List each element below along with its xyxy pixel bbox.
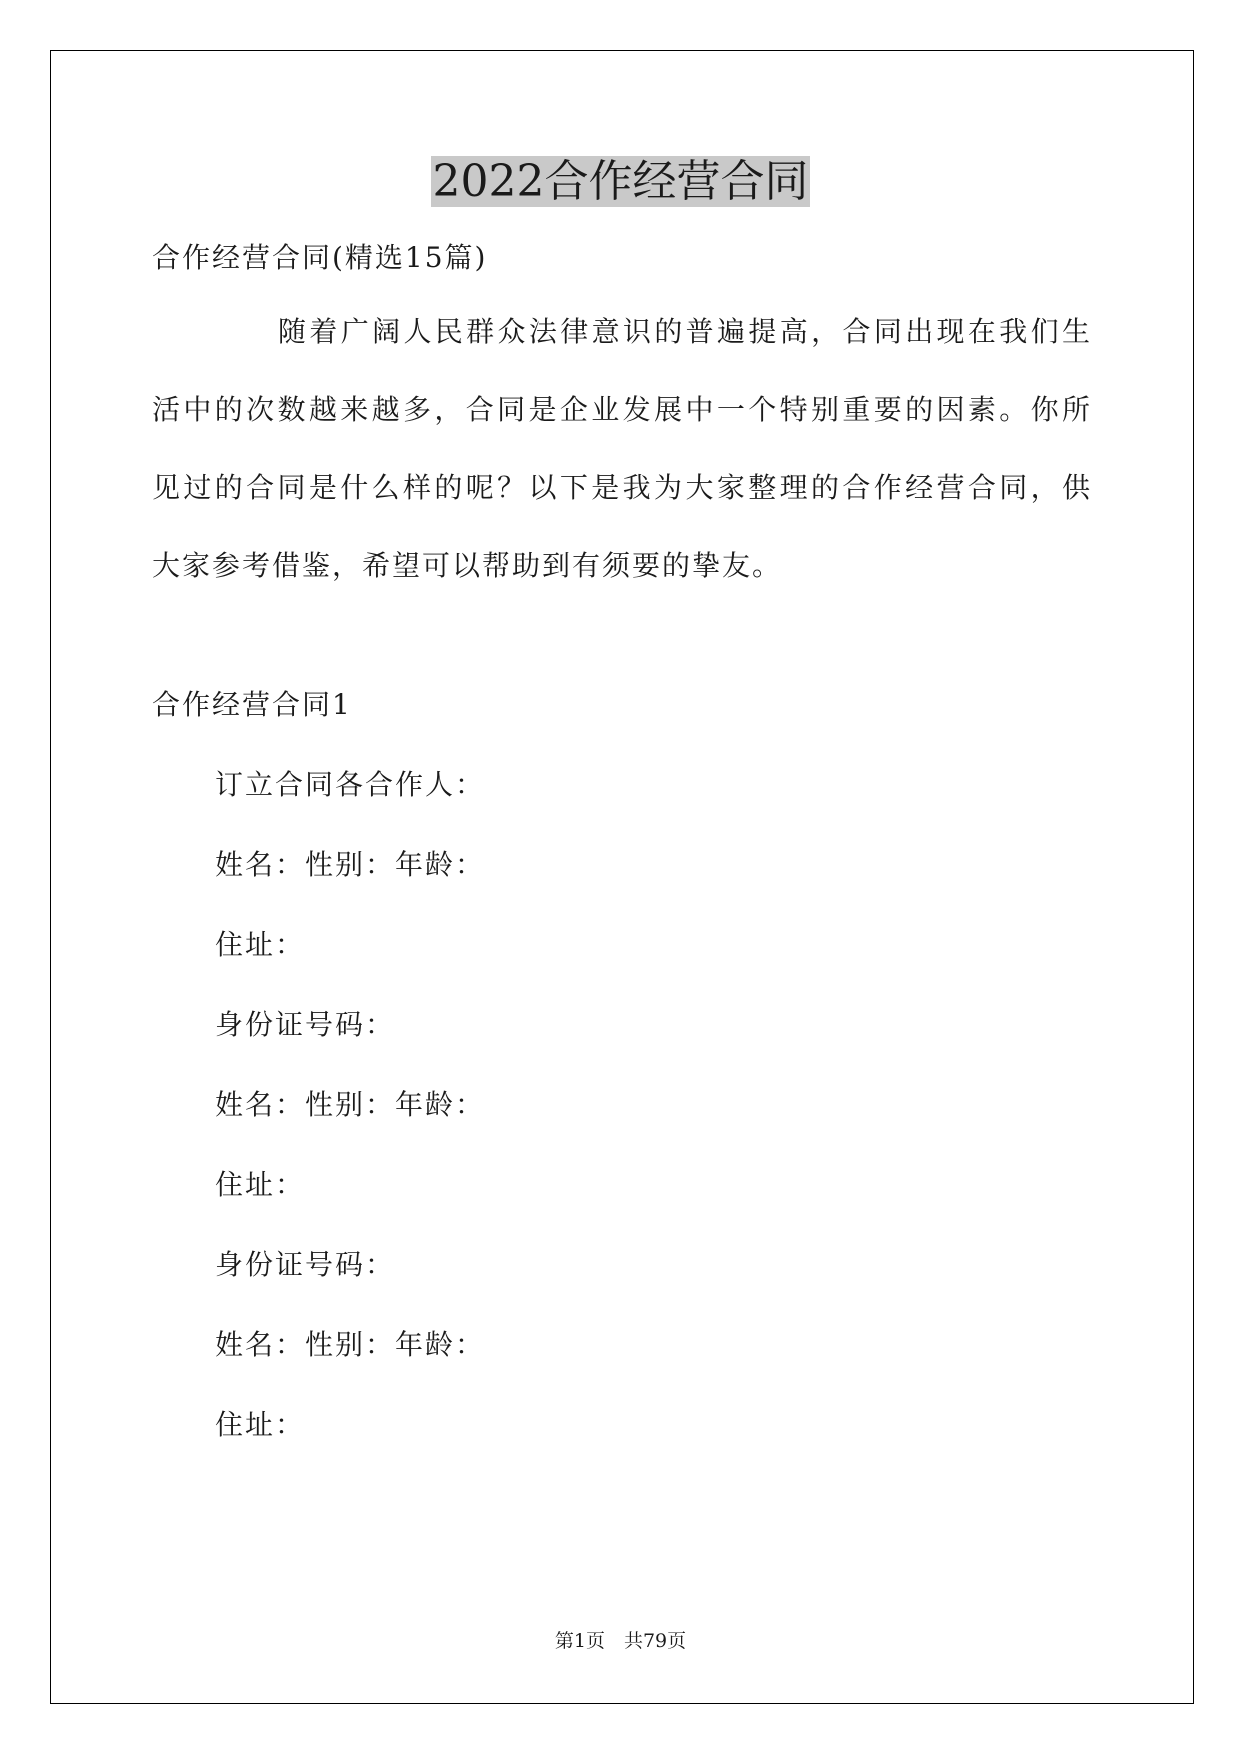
field-line-7: 身份证号码：	[215, 1248, 396, 1281]
field-line-8: 姓名：性别：年龄：	[215, 1328, 486, 1361]
field-line-3: 住址：	[215, 928, 306, 961]
field-line-2: 姓名：性别：年龄：	[215, 848, 486, 881]
intro-line-3: 见过的合同是什么样的呢？以下是我为大家整理的合作经营合同，供	[152, 471, 1090, 504]
intro-line-1: 随着广阔人民群众法律意识的普遍提高，合同出现在我们生	[278, 315, 1090, 348]
field-line-6: 住址：	[215, 1168, 306, 1201]
page-footer: 第1页 共79页	[554, 1630, 687, 1652]
field-line-4: 身份证号码：	[215, 1008, 396, 1041]
field-line-5: 姓名：性别：年龄：	[215, 1088, 486, 1121]
document-subtitle: 合作经营合同(精选15篇)	[152, 241, 488, 274]
intro-line-4: 大家参考借鉴，希望可以帮助到有须要的挚友。	[152, 549, 783, 582]
field-line-1: 订立合同各合作人：	[215, 768, 486, 801]
intro-line-2: 活中的次数越来越多，合同是企业发展中一个特别重要的因素。你所	[152, 393, 1090, 426]
document-title	[0, 152, 1241, 212]
field-line-9: 住址：	[215, 1408, 306, 1441]
section-title: 合作经营合同1	[152, 688, 352, 721]
document-title-text: 2022合作经营合同	[432, 156, 809, 207]
